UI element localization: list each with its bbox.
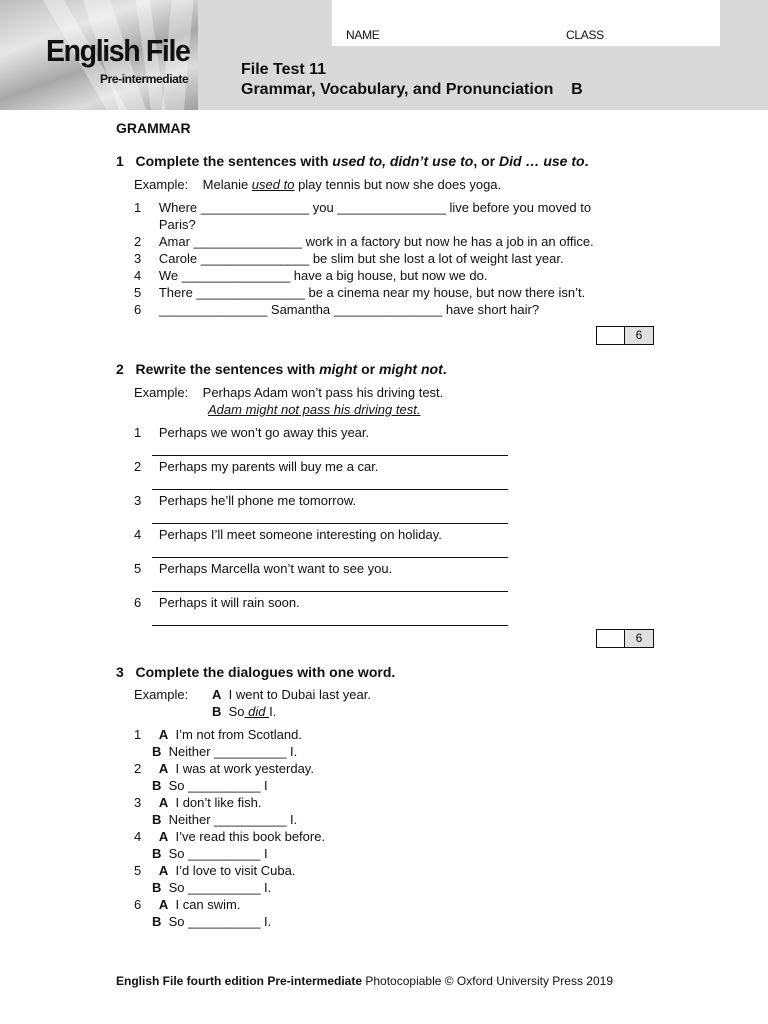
item-number: 5 bbox=[134, 863, 142, 878]
example-label: Example: bbox=[134, 385, 189, 400]
item-number: 5 bbox=[134, 285, 142, 300]
item-number: 2 bbox=[134, 234, 142, 249]
answer-line bbox=[152, 625, 508, 626]
item-number: 3 bbox=[134, 795, 142, 810]
page-header bbox=[0, 0, 768, 110]
q2-instruction-italic: might bbox=[319, 361, 358, 377]
answer-line bbox=[152, 455, 508, 456]
q2-example-answer bbox=[208, 402, 420, 417]
footer-copyright: Photocopiable © Oxford University Press 2019 bbox=[362, 974, 613, 988]
speaker-a: A bbox=[158, 863, 169, 878]
q1-number: 1 bbox=[116, 153, 124, 169]
dialogue-line-a bbox=[134, 727, 302, 742]
q3-instruction: Complete the dialogues with one word. bbox=[135, 664, 396, 680]
dialogue-text: I don’t like fish. bbox=[175, 795, 262, 810]
class-label: CLASS bbox=[566, 28, 604, 42]
item-text: Perhaps he’ll phone me tomorrow. bbox=[158, 493, 357, 508]
q3-example-a bbox=[212, 687, 371, 702]
q1-instruction-italic: used to, didn’t use to bbox=[332, 153, 474, 169]
item-text: Carole _______________ be slim but she lost a lot of weight last year. bbox=[158, 251, 564, 266]
q2-instruction-end: . bbox=[442, 361, 447, 377]
q1-score-box bbox=[596, 326, 654, 345]
item-text: We _______________ have a big house, but now we do. bbox=[158, 268, 488, 283]
footer-title: English File fourth edition Pre-intermediate bbox=[116, 974, 363, 988]
item-text: Perhaps I’ll meet someone interesting on holiday. bbox=[158, 527, 442, 542]
list-item bbox=[134, 268, 487, 283]
dialogue-text: Neither __________ I. bbox=[168, 744, 298, 759]
speaker-a: A bbox=[158, 795, 169, 810]
example-text-end: I. bbox=[269, 704, 277, 719]
name-label: NAME bbox=[346, 28, 380, 42]
q3-number: 3 bbox=[116, 664, 124, 680]
list-item bbox=[134, 302, 539, 317]
dialogue-line-b bbox=[152, 880, 271, 895]
dialogue-line-a bbox=[134, 761, 314, 776]
list-item bbox=[134, 595, 300, 610]
q1-instruction-mid: , or bbox=[473, 153, 499, 169]
speaker-a: A bbox=[158, 897, 169, 912]
speaker-b: B bbox=[212, 704, 222, 719]
dialogue-line-a bbox=[134, 897, 240, 912]
item-number: 3 bbox=[134, 493, 142, 508]
dialogue-text: I can swim. bbox=[175, 897, 241, 912]
dialogue-text: I’m not from Scotland. bbox=[175, 727, 302, 742]
test-subtitle: Grammar, Vocabulary, and Pronunciation B bbox=[241, 81, 583, 98]
dialogue-text: I’ve read this book before. bbox=[175, 829, 326, 844]
item-number: 6 bbox=[134, 897, 142, 912]
answer-line bbox=[152, 489, 508, 490]
q1-instruction: Complete the sentences with bbox=[135, 153, 333, 169]
item-number: 4 bbox=[134, 527, 142, 542]
item-number: 1 bbox=[134, 200, 142, 215]
dialogue-line-a bbox=[134, 829, 325, 844]
dialogue-text: Neither __________ I. bbox=[168, 812, 298, 827]
list-item bbox=[134, 425, 369, 440]
list-item bbox=[134, 285, 585, 300]
speaker-a: A bbox=[158, 761, 169, 776]
dialogue-line-b bbox=[152, 744, 297, 759]
example-text: Perhaps Adam won’t pass his driving test. bbox=[202, 385, 444, 400]
q3-heading bbox=[116, 664, 395, 680]
q2-score-box bbox=[596, 629, 654, 648]
speaker-b: B bbox=[152, 812, 162, 827]
section-heading: GRAMMAR bbox=[116, 120, 191, 136]
item-text: Where _______________ you _______________ live before you moved to bbox=[158, 200, 592, 215]
example-label: Example: bbox=[134, 177, 189, 192]
list-item bbox=[134, 459, 379, 474]
example-answer: did bbox=[244, 704, 270, 719]
item-text: Perhaps my parents will buy me a car. bbox=[158, 459, 379, 474]
item-text: _______________ Samantha _______________ have short hair? bbox=[158, 302, 540, 317]
q1-instruction-end: . bbox=[584, 153, 589, 169]
q2-number: 2 bbox=[116, 361, 124, 377]
dialogue-line-b bbox=[152, 812, 297, 827]
q2-instruction-italic-2: might not bbox=[378, 361, 443, 377]
q1-instruction-italic-2: Did … use to bbox=[499, 153, 585, 169]
q1-score: 6 bbox=[624, 327, 653, 344]
item-text: Perhaps we won’t go away this year. bbox=[158, 425, 370, 440]
answer-line bbox=[152, 591, 508, 592]
dialogue-line-b bbox=[152, 778, 268, 793]
speaker-b: B bbox=[152, 914, 162, 929]
list-item bbox=[134, 234, 594, 249]
logo-subtitle: Pre-intermediate bbox=[100, 72, 189, 86]
speaker-b: B bbox=[152, 846, 162, 861]
q2-instruction: Rewrite the sentences with bbox=[135, 361, 320, 377]
list-item bbox=[134, 217, 196, 232]
item-number: 5 bbox=[134, 561, 142, 576]
item-number: 2 bbox=[134, 459, 142, 474]
item-number: 4 bbox=[134, 829, 142, 844]
page-footer bbox=[116, 974, 613, 988]
dialogue-line-a bbox=[134, 863, 295, 878]
test-title: File Test 11 bbox=[241, 61, 327, 78]
q3-example bbox=[134, 687, 188, 702]
list-item bbox=[134, 527, 442, 542]
item-text: Amar _______________ work in a factory but now he has a job in an office. bbox=[158, 234, 594, 249]
q2-heading bbox=[116, 361, 447, 377]
example-text: I went to Dubai last year. bbox=[228, 687, 371, 702]
example-text: So bbox=[228, 704, 245, 719]
item-text: Perhaps Marcella won’t want to see you. bbox=[158, 561, 393, 576]
example-answer: Adam might not pass his driving test. bbox=[208, 402, 421, 417]
q1-heading bbox=[116, 153, 588, 169]
answer-line bbox=[152, 557, 508, 558]
q3-example-b bbox=[212, 704, 276, 719]
speaker-b: B bbox=[152, 744, 162, 759]
item-number: 4 bbox=[134, 268, 142, 283]
dialogue-text: So __________ I. bbox=[168, 880, 272, 895]
name-class-box bbox=[332, 0, 720, 46]
speaker-a: A bbox=[158, 727, 169, 742]
speaker-a: A bbox=[212, 687, 222, 702]
q2-instruction-mid: or bbox=[357, 361, 379, 377]
item-text: Perhaps it will rain soon. bbox=[158, 595, 300, 610]
item-number: 6 bbox=[134, 302, 142, 317]
dialogue-line-b bbox=[152, 846, 268, 861]
dialogue-text: So __________ I bbox=[168, 846, 268, 861]
list-item bbox=[134, 561, 392, 576]
speaker-b: B bbox=[152, 880, 162, 895]
example-text-end: play tennis but now she does yoga. bbox=[294, 177, 502, 192]
item-number: 3 bbox=[134, 251, 142, 266]
dialogue-text: I was at work yesterday. bbox=[175, 761, 314, 776]
speaker-a: A bbox=[158, 829, 169, 844]
item-number: 2 bbox=[134, 761, 142, 776]
q2-example bbox=[134, 385, 443, 400]
answer-line bbox=[152, 523, 508, 524]
example-answer: used to bbox=[251, 177, 295, 192]
dialogue-text: I’d love to visit Cuba. bbox=[175, 863, 296, 878]
dialogue-line-b bbox=[152, 914, 271, 929]
item-number: 6 bbox=[134, 595, 142, 610]
dialogue-text: So __________ I bbox=[168, 778, 268, 793]
q2-score: 6 bbox=[624, 630, 653, 647]
dialogue-text: So __________ I. bbox=[168, 914, 272, 929]
list-item bbox=[134, 493, 356, 508]
item-text: Paris? bbox=[158, 217, 196, 232]
item-number: 1 bbox=[134, 425, 142, 440]
q1-example bbox=[134, 177, 501, 192]
example-label: Example: bbox=[134, 687, 189, 702]
dialogue-line-a bbox=[134, 795, 261, 810]
logo-title: English File bbox=[46, 33, 190, 68]
item-text: There _______________ be a cinema near my house, but now there isn’t. bbox=[158, 285, 586, 300]
list-item bbox=[134, 200, 591, 215]
item-number: 1 bbox=[134, 727, 142, 742]
list-item bbox=[134, 251, 564, 266]
example-text: Melanie bbox=[202, 177, 252, 192]
speaker-b: B bbox=[152, 778, 162, 793]
